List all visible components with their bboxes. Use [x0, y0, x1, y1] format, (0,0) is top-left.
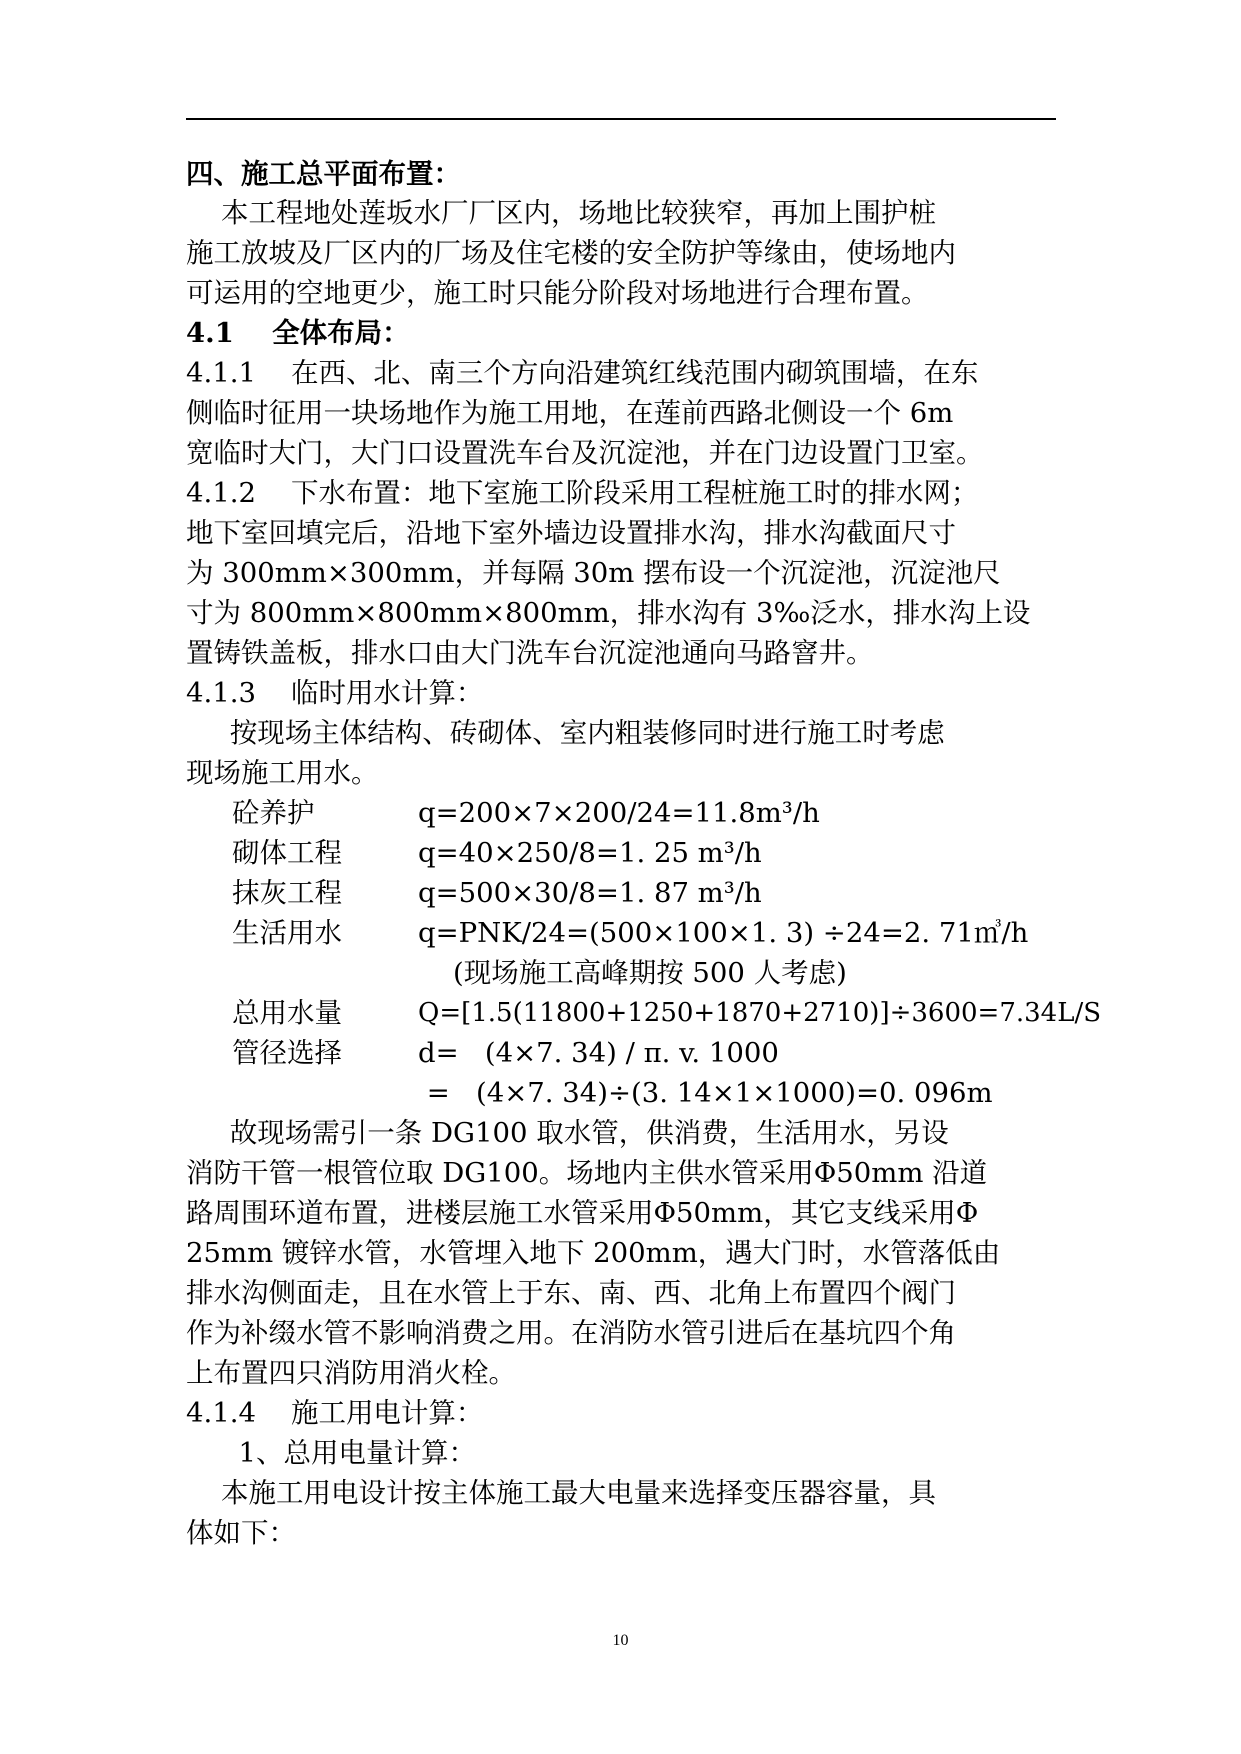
- calc-label: 管径选择: [232, 1037, 342, 1069]
- page-number: 10: [612, 1632, 629, 1649]
- paragraph-line: 4.1.1 在西、北、南三个方向沿建筑红线范围内砌筑围墙，在东: [186, 357, 979, 389]
- paragraph-line: 排水沟侧面走，且在水管上于东、南、西、北角上布置四个阀门: [186, 1277, 956, 1309]
- calc-label: 生活用水: [232, 917, 342, 949]
- paragraph-line: 寸为 800mm×800mm×800mm，排水沟有 3‰泛水，排水沟上设: [186, 597, 1031, 629]
- section-heading: 四、施工总平面布置：: [186, 158, 461, 190]
- calc-label: 砼养护: [232, 797, 315, 829]
- calc-label: 抹灰工程: [232, 877, 342, 909]
- paragraph-line: 地下室回填完后，沿地下室外墙边设置排水沟，排水沟截面尺寸: [186, 517, 956, 549]
- calc-expression: d= (4×7. 34) / π. v. 1000: [418, 1037, 779, 1069]
- calc-expression: = (4×7. 34)÷(3. 14×1×1000)=0. 096m: [418, 1077, 993, 1109]
- calc-label: 砌体工程: [232, 837, 342, 869]
- calc-expression: (现场施工高峰期按 500 人考虑): [418, 957, 847, 989]
- paragraph-line: 体如下：: [186, 1517, 296, 1549]
- paragraph-line: 宽临时大门，大门口设置洗车台及沉淀池，并在门边设置门卫室。: [186, 437, 984, 469]
- calc-expression: q=500×30/8=1. 87 m³/h: [418, 877, 762, 909]
- paragraph-line: 侧临时征用一块场地作为施工用地，在莲前西路北侧设一个 6m: [186, 397, 954, 429]
- paragraph-line: 消防干管一根管位取 DG100。场地内主供水管采用Φ50mm 沿道: [186, 1157, 988, 1189]
- paragraph-line: 按现场主体结构、砖砌体、室内粗装修同时进行施工时考虑: [186, 717, 945, 749]
- paragraph-line: 故现场需引一条 DG100 取水管，供消费，生活用水，另设: [186, 1117, 949, 1149]
- calc-label: 总用水量: [232, 997, 342, 1029]
- paragraph-line: 为 300mm×300mm，并每隔 30m 摆布设一个沉淀池，沉淀池尺: [186, 557, 1001, 589]
- paragraph-line: 1、总用电量计算：: [186, 1437, 476, 1469]
- paragraph-line: 本工程地处莲坂水厂厂区内，场地比较狭窄，再加上围护桩: [186, 197, 936, 229]
- paragraph-line: 本施工用电设计按主体施工最大电量来选择变压器容量，具: [186, 1477, 936, 1509]
- paragraph-line: 路周围环道布置，进楼层施工水管采用Φ50mm，其它支线采用Φ: [186, 1197, 979, 1229]
- calc-expression: q=200×7×200/24=11.8m³/h: [418, 797, 820, 829]
- subsection-title: 4.1.4 施工用电计算：: [186, 1397, 484, 1429]
- paragraph-line: 4.1.2 下水布置：地下室施工阶段采用工程桩施工时的排水网；: [186, 477, 979, 509]
- calc-expression: q=PNK/24=(500×100×1. 3) ÷24=2. 71㎥/h: [418, 917, 1029, 949]
- subsection-title: 4.1.3 临时用水计算：: [186, 677, 484, 709]
- paragraph-line: 作为补缀水管不影响消费之用。在消防水管引进后在基坑四个角: [186, 1317, 956, 1349]
- calc-expression: q=40×250/8=1. 25 m³/h: [418, 837, 762, 869]
- paragraph-line: 施工放坡及厂区内的厂场及住宅楼的安全防护等缘由，使场地内: [186, 237, 956, 269]
- paragraph-line: 上布置四只消防用消火栓。: [186, 1357, 516, 1389]
- paragraph-line: 25mm 镀锌水管，水管埋入地下 200mm，遇大门时，水管落低由: [186, 1237, 1001, 1269]
- paragraph-line: 置铸铁盖板，排水口由大门洗车台沉淀池通向马路窨井。: [186, 637, 874, 669]
- paragraph-line: 可运用的空地更少，施工时只能分阶段对场地进行合理布置。: [186, 277, 929, 309]
- subsection-heading: 4.1 全体布局：: [186, 317, 410, 349]
- calc-expression: Q=[1.5(11800+1250+1870+2710)]÷3600=7.34L/S: [418, 998, 1102, 1028]
- paragraph-line: 现场施工用水。: [186, 757, 379, 789]
- header-rule: [186, 118, 1056, 120]
